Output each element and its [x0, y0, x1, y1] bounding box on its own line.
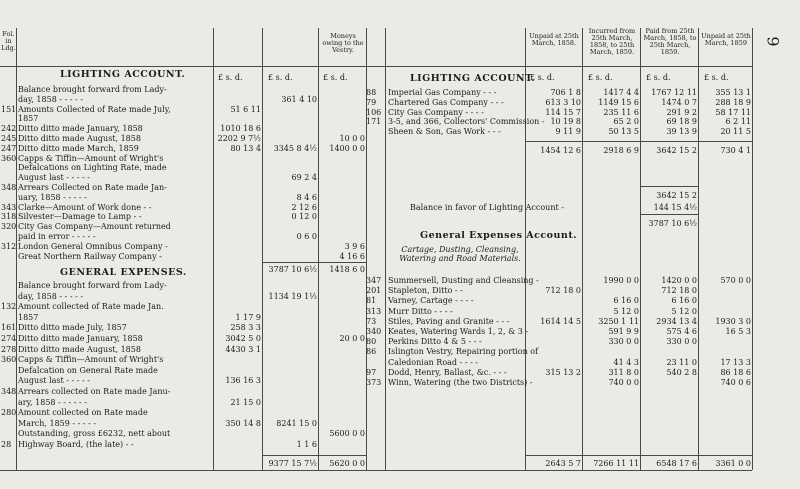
bottom-rule: [0, 470, 752, 471]
amount-cell: 6 2 11: [725, 117, 751, 127]
fol-number: 201: [366, 286, 382, 296]
incurred-header: Incurred from 25th March, 1858, to 25th March, 1859.: [588, 27, 636, 56]
fol-header: Fol. in Ldg.: [1, 30, 16, 52]
amount-cell: 23 11 0: [666, 357, 697, 367]
total-cell: 1454 12 6: [540, 146, 581, 155]
amount-cell: 0 12 0: [291, 212, 317, 222]
amount-cell: 355 13 1: [715, 88, 751, 97]
fol-number: 79: [366, 97, 377, 107]
amount-cell: 712 18 0: [661, 286, 697, 296]
total-cell: 3787 10 6½: [268, 265, 317, 274]
amount-cell: 258 3 3: [230, 323, 261, 333]
total-cell: 5620 0 0: [329, 459, 365, 468]
amount-cell: 3250 1 11: [598, 316, 639, 326]
total-rule: [640, 214, 698, 215]
fol-number: 347: [366, 276, 382, 285]
fol-number: 343: [1, 202, 17, 212]
entry-text: Ditto ditto made March, 1859: [18, 143, 139, 153]
amount-cell: 1010 18 6: [220, 124, 261, 134]
total-cell: 6548 17 6: [656, 459, 697, 468]
paid-header: Paid from 25th March, 1858, to 25th March, 1859.: [643, 27, 697, 56]
amount-cell: 2934 13 4: [656, 316, 697, 326]
amount-cell: 311 8 0: [608, 367, 639, 377]
column-rule: [752, 28, 753, 470]
entry-text: Ditto ditto made January, 1858: [18, 334, 143, 343]
fol-number: 247: [1, 143, 17, 153]
amount-cell: 8241 15 0: [276, 418, 317, 428]
total-cell: 9377 15 7½: [268, 459, 317, 468]
entry-text: Varney, Cartage - - - -: [388, 296, 474, 306]
total-rule: [262, 455, 366, 456]
amount-cell: 16 5 3: [725, 327, 751, 336]
entry-text: Imperial Gas Company - - -: [388, 88, 497, 97]
entry-text: Dodd, Henry, Ballast, &c. - - -: [388, 367, 507, 377]
left-lighting-title: LIGHTING ACCOUNT.: [60, 69, 186, 80]
unpaid-1859-header: Unpaid at 25th March, 1859: [701, 32, 751, 47]
amount-cell: 1134 19 1½: [268, 291, 317, 301]
total-rule: [525, 455, 752, 456]
amount-cell: 21 15 0: [230, 397, 261, 407]
amount-cell: 6 16 0: [613, 296, 639, 306]
fol-number: 245: [1, 134, 17, 143]
entry-text: City Gas Company—Amount returned: [18, 222, 171, 232]
amount-cell: 570 0 0: [720, 276, 751, 285]
entry-text: Defalcation on General Rate made: [18, 365, 158, 375]
fol-number: 86: [366, 347, 377, 357]
entry-text: Caledonian Road - - - -: [388, 357, 479, 367]
entry-text: Capps & Tiffin—Amount of Wright's: [18, 153, 164, 163]
amount-cell: 2 12 6: [291, 202, 317, 212]
entry-text: Balance brought forward from Lady-: [18, 281, 167, 290]
total-cell: 1418 6 0: [329, 265, 365, 274]
entry-text: Sheen & Son, Gas Work - - -: [388, 127, 501, 137]
right-lighting-title: LIGHTING ACCOUNT.: [410, 73, 536, 84]
amount-cell: 10 19 8: [550, 117, 581, 127]
amount-cell: 1 1 6: [296, 440, 317, 449]
amount-cell: 41 4 3: [613, 357, 639, 367]
fol-number: 171: [366, 117, 382, 127]
total-cell: 3361 0 0: [715, 459, 751, 468]
unpaid-1858-header: Unpaid at 25th March, 1858.: [529, 32, 579, 47]
amount-cell: 613 3 10: [545, 97, 581, 107]
total-cell: 7266 11 11: [593, 459, 639, 468]
amount-cell: 291 9 2: [666, 107, 697, 117]
lsd-heading: £ s. d.: [588, 73, 613, 82]
amount-cell: 361 4 10: [281, 94, 317, 104]
fol-number: 132: [1, 302, 17, 312]
fol-number: 348: [1, 183, 17, 192]
fol-number: 88: [366, 88, 377, 97]
entry-text: 1857: [18, 312, 39, 322]
amount-cell: 740 0 0: [608, 378, 639, 387]
fol-number: 81: [366, 296, 377, 306]
fol-number: 73: [366, 316, 377, 326]
lsd-heading: £ s. d.: [704, 73, 729, 82]
entry-text: paid in error - - - - -: [18, 232, 96, 241]
amount-cell: 1417 4 4: [603, 88, 639, 97]
total-cell: 730 4 1: [720, 146, 751, 155]
entry-text: Islington Vestry, Repairing portion of: [388, 347, 539, 357]
amount-cell: 1149 15 6: [598, 97, 639, 107]
right-general-title: General Expenses Account.: [420, 230, 578, 241]
entry-text: Outstanding, gross £6232, nett about: [18, 429, 171, 439]
entry-text: 1857: [18, 114, 39, 124]
entry-text: 3-5, and 366, Collectors' Commission -: [388, 117, 545, 127]
fol-number: 278: [1, 344, 17, 354]
entry-text: Great Northern Railway Company -: [18, 251, 162, 261]
fol-number: 373: [366, 378, 382, 387]
total-cell: 2918 6 9: [603, 146, 639, 155]
balance-total: 3787 10 6½: [648, 219, 697, 228]
amount-cell: 3345 8 4½: [273, 143, 317, 153]
entry-text: August last - - - - -: [18, 376, 90, 386]
entry-text: Ditto ditto made January, 1858: [18, 124, 143, 134]
amount-cell: 3042 5 0: [225, 334, 261, 343]
entry-text: Ditto ditto made August, 1858: [18, 344, 141, 354]
entry-text: Capps & Tiffin—Amount of Wright's: [18, 355, 164, 365]
amount-cell: 712 18 0: [545, 286, 581, 296]
entry-text: Amount collected on Rate made: [18, 408, 148, 418]
entry-text: day, 1858 - - - - -: [18, 291, 84, 301]
column-rule: [385, 28, 386, 470]
total-rule: [262, 262, 366, 263]
entry-text: Arrears Collected on Rate made Jan-: [18, 183, 167, 192]
amount-cell: 136 16 3: [225, 376, 261, 386]
amount-cell: 51 6 11: [230, 104, 261, 114]
entry-text: Clarke—Amount of Work done - -: [18, 202, 152, 212]
amount-cell: 5600 0 0: [329, 429, 365, 439]
fol-number: 313: [366, 306, 382, 316]
fol-number: 80: [366, 337, 377, 347]
entry-text: August last - - - - -: [18, 173, 90, 183]
page-number: 9: [763, 36, 783, 47]
lsd-heading: £ s. d.: [218, 73, 243, 82]
entry-text: Highway Board, (the late) - -: [18, 440, 134, 449]
amount-cell: 17 13 3: [720, 357, 751, 367]
amount-cell: 540 2 8: [666, 367, 697, 377]
amount-cell: 69 18 9: [666, 117, 697, 127]
amount-cell: 69 2 4: [291, 173, 317, 183]
fol-number: 348: [1, 387, 17, 396]
entry-text: day, 1858 - - - - -: [18, 94, 84, 104]
entry-text: Defalcations on Lighting Rate, made: [18, 163, 167, 173]
entry-text: London General Omnibus Company -: [18, 241, 168, 251]
amount-cell: 4430 3 1: [225, 344, 261, 354]
amount-cell: 50 13 5: [608, 127, 639, 137]
fol-number: 242: [1, 124, 17, 134]
entry-text: Murr Ditto - - - -: [388, 306, 453, 316]
amount-cell: 58 17 11: [715, 107, 751, 117]
amount-cell: 330 0 0: [608, 337, 639, 347]
amount-cell: 350 14 8: [225, 418, 261, 428]
amount-cell: 8 4 6: [296, 192, 317, 202]
header-rule: [0, 66, 752, 67]
amount-cell: 330 0 0: [666, 337, 697, 347]
amount-cell: 4 16 6: [339, 251, 365, 261]
balance-cell: 144 15 4½: [653, 203, 697, 212]
amount-cell: 9 11 9: [555, 127, 581, 137]
fol-number: 360: [1, 355, 17, 365]
amount-cell: 5 12 0: [613, 306, 639, 316]
amount-cell: 6 16 0: [671, 296, 697, 306]
entry-text: Winn, Watering (the two Districts) -: [388, 378, 533, 387]
amount-cell: 86 18 6: [720, 367, 751, 377]
amount-cell: 1767 12 11: [651, 88, 697, 97]
fol-number: 28: [1, 440, 12, 449]
lsd-heading: £ s. d.: [323, 73, 348, 82]
entry-text: City Gas Company - - - -: [388, 107, 484, 117]
entry-text: Stapleton, Ditto - -: [388, 286, 463, 296]
moneys-header: Moneys owing to the Vestry.: [322, 32, 364, 54]
amount-cell: 591 9 9: [608, 327, 639, 336]
fol-number: 106: [366, 107, 382, 117]
amount-cell: 3 9 6: [344, 241, 365, 251]
total-rule: [525, 141, 752, 142]
fol-number: 320: [1, 222, 17, 232]
lsd-heading: £ s. d.: [646, 73, 671, 82]
amount-cell: 1420 0 0: [661, 276, 697, 285]
entry-text: Silvester—Damage to Lamp - -: [18, 212, 142, 222]
entry-text: March, 1859 - - - - -: [18, 418, 97, 428]
amount-cell: 65 2 0: [613, 117, 639, 127]
amount-cell: 288 18 9: [715, 97, 751, 107]
amount-cell: 20 11 5: [720, 127, 751, 137]
fol-number: 318: [1, 212, 17, 222]
amount-cell: 740 0 6: [720, 378, 751, 387]
entry-text: Ditto ditto made July, 1857: [18, 323, 127, 333]
amount-cell: 20 0 0: [339, 334, 365, 343]
entry-text: Chartered Gas Company - - -: [388, 97, 504, 107]
fol-number: 274: [1, 334, 17, 343]
left-general-title: GENERAL EXPENSES.: [60, 267, 187, 278]
entry-text: uary, 1858 - - - - -: [18, 192, 87, 202]
entry-text: Balance brought forward from Lady-: [18, 85, 167, 94]
lsd-heading: £ s. d.: [530, 73, 555, 82]
entry-text: Arrears collected on Rate made Janu-: [18, 387, 171, 396]
balance-cell: 3642 15 2: [656, 191, 697, 200]
amount-cell: 235 11 6: [603, 107, 639, 117]
balance-text: Balance in favor of Lighting Account -: [410, 203, 564, 212]
amount-cell: 10 0 0: [339, 134, 365, 143]
amount-cell: 1614 14 5: [540, 316, 581, 326]
amount-cell: 1930 3 0: [715, 316, 751, 326]
fol-number: 151: [1, 104, 17, 114]
fol-number: 161: [1, 323, 17, 333]
amount-cell: 80 13 4: [230, 143, 261, 153]
amount-cell: 1400 0 0: [329, 143, 365, 153]
total-cell: 3642 15 2: [656, 146, 697, 155]
amount-cell: 1474 0 7: [661, 97, 697, 107]
amount-cell: 0 6 0: [296, 232, 317, 241]
amount-cell: 315 13 2: [545, 367, 581, 377]
amount-cell: 5 12 0: [671, 306, 697, 316]
amount-cell: 2202 9 7½: [217, 134, 261, 143]
amount-cell: 575 4 6: [666, 327, 697, 336]
amount-cell: 1990 0 0: [603, 276, 639, 285]
amount-cell: 39 13 9: [666, 127, 697, 137]
entry-text: ary, 1858 - - - - - -: [18, 397, 87, 407]
fol-number: 360: [1, 153, 17, 163]
fol-number: 280: [1, 408, 17, 418]
amount-cell: 114 15 7: [545, 107, 581, 117]
general-subtitle: Cartage, Dusting, Cleansing, Watering and Road Materials.: [399, 245, 521, 263]
total-rule: [640, 186, 698, 187]
total-cell: 2643 5 7: [545, 459, 581, 468]
amount-cell: 706 1 8: [550, 88, 581, 97]
fol-number: 340: [366, 327, 382, 336]
amount-cell: 1 17 9: [235, 312, 261, 322]
lsd-heading: £ s. d.: [268, 73, 293, 82]
entry-text: Ditto ditto made August, 1858: [18, 134, 141, 143]
entry-text: Amounts Collected of Rate made July,: [18, 104, 171, 114]
entry-text: Stiles, Paving and Granite - - -: [388, 316, 510, 326]
entry-text: Amount collected of Rate made Jan.: [18, 302, 164, 312]
fol-number: 312: [1, 241, 17, 251]
entry-text: Summersell, Dusting and Cleansing -: [388, 276, 539, 285]
entry-text: Perkins Ditto 4 & 5 - - -: [388, 337, 482, 347]
entry-text: Keates, Watering Wards 1, 2, & 3 -: [388, 327, 529, 336]
fol-number: 97: [366, 367, 377, 377]
